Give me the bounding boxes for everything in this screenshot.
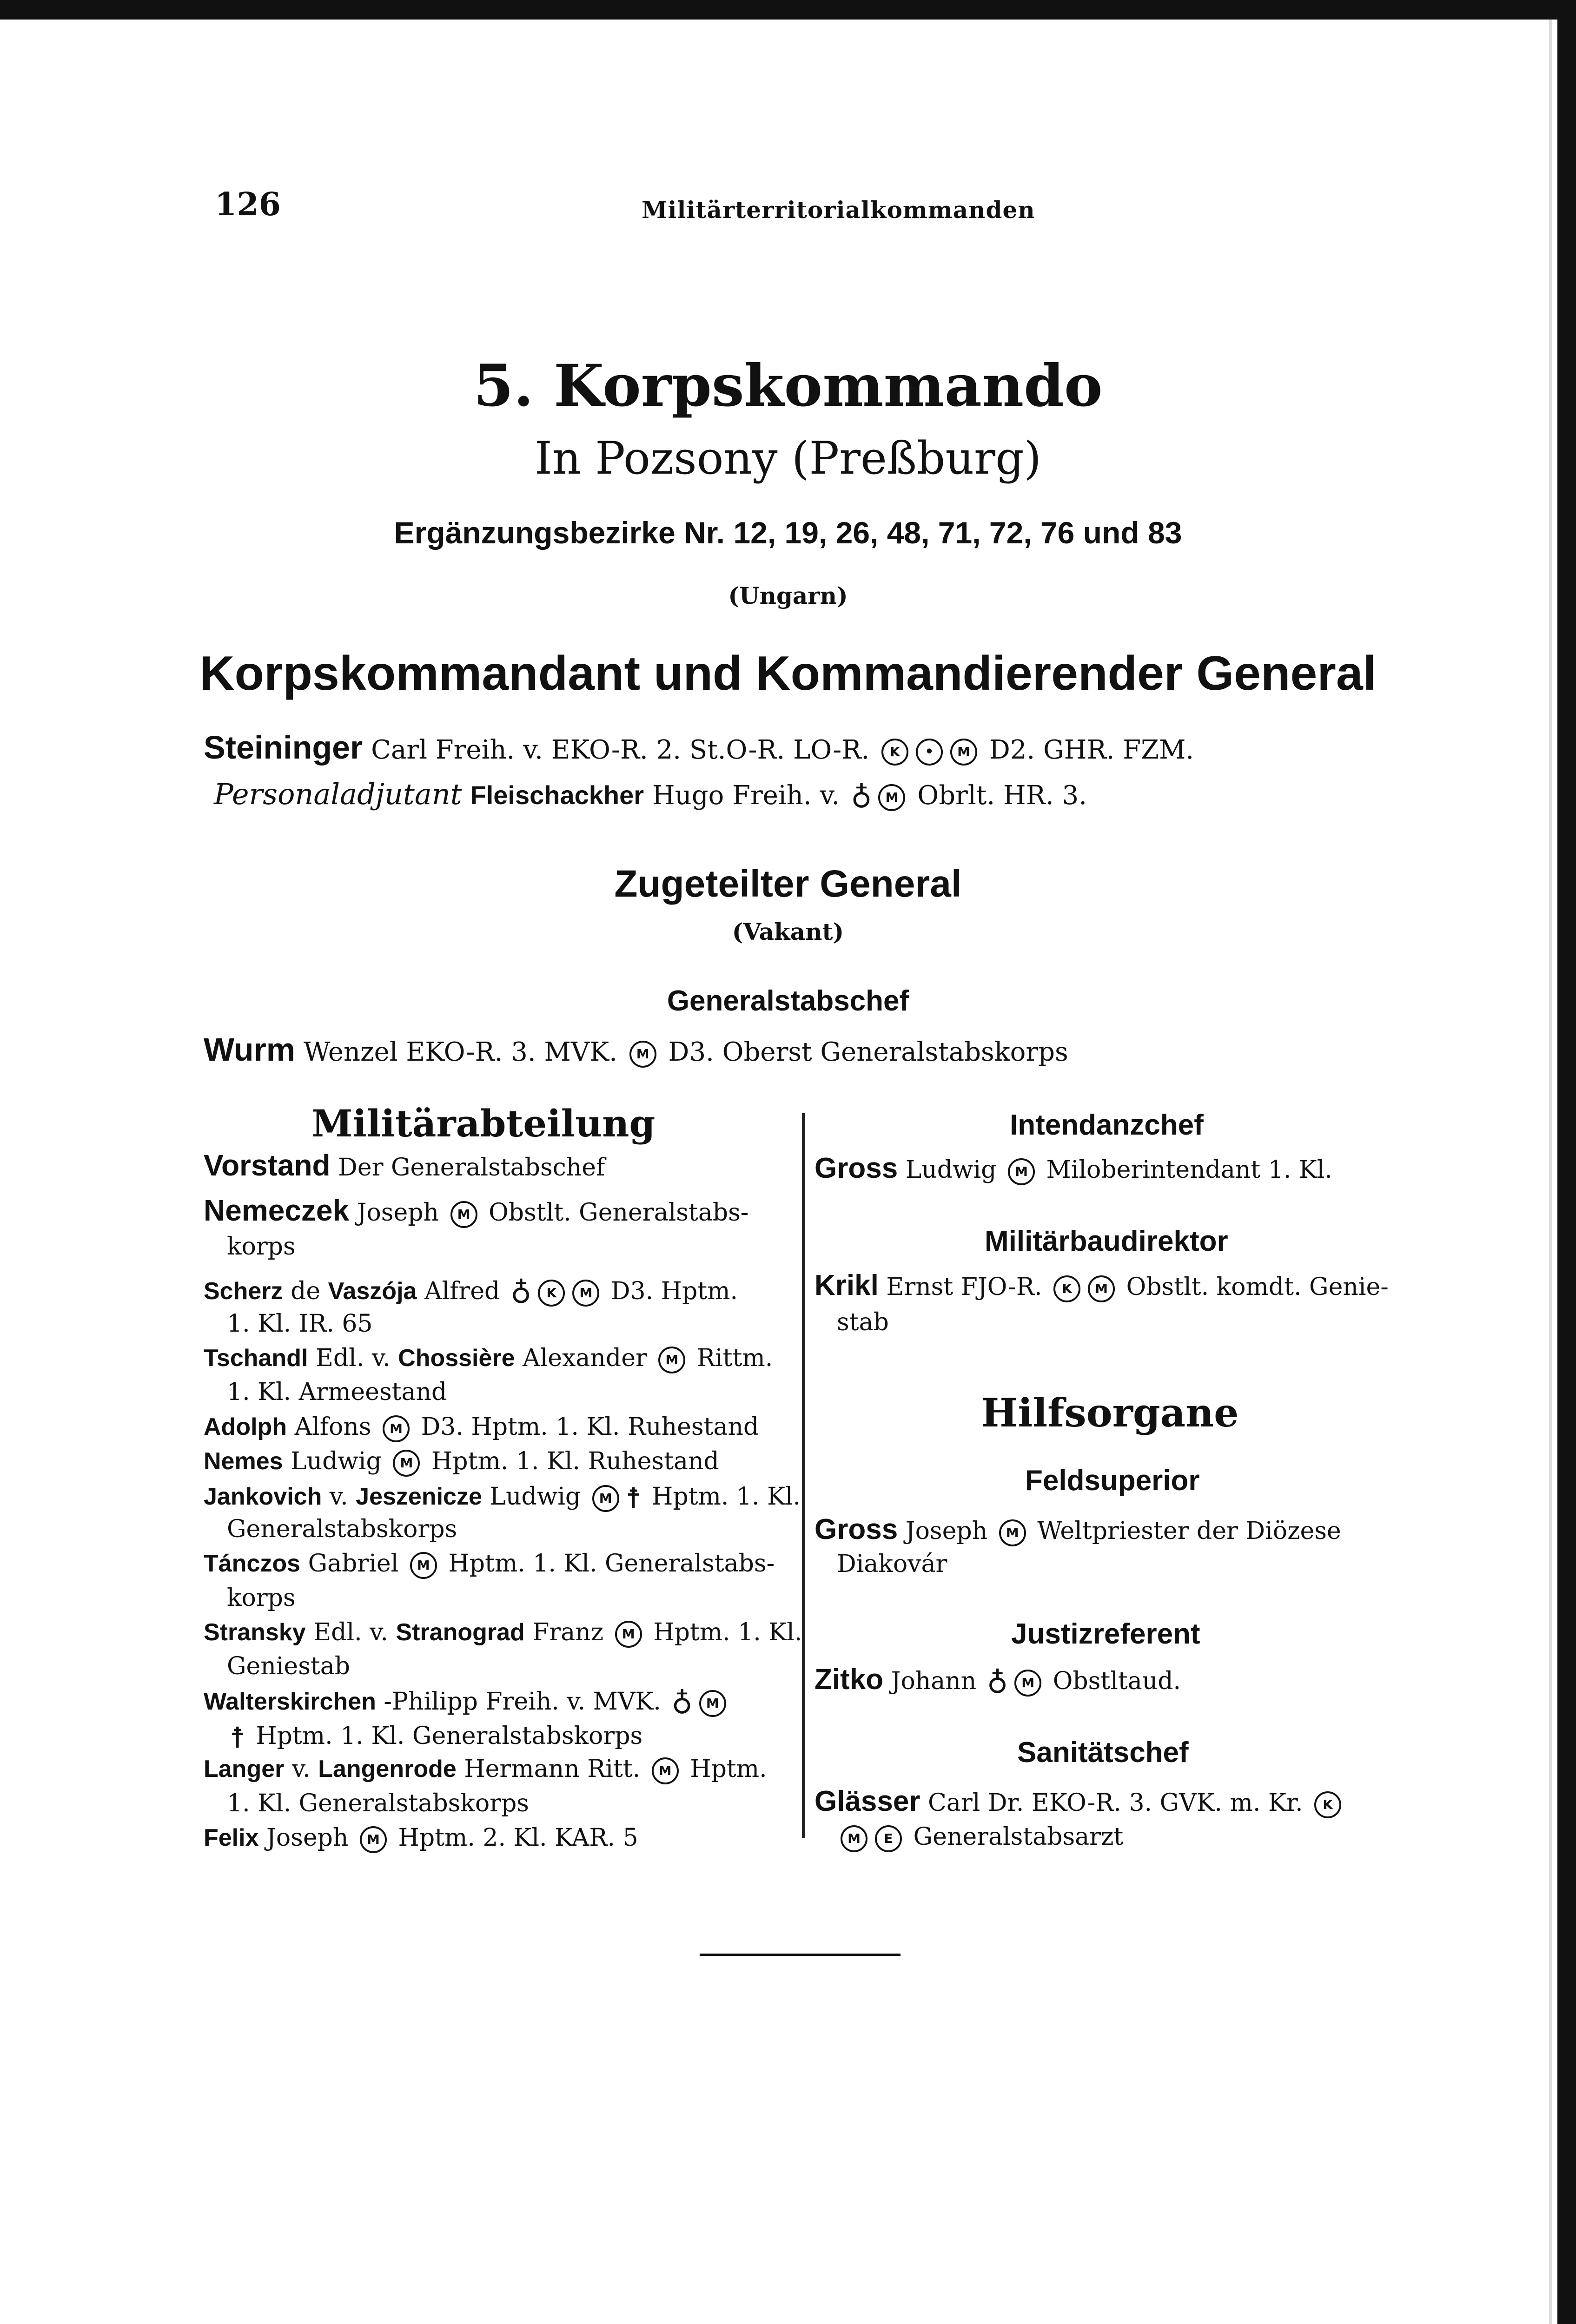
m-medal-icon: M: [841, 1825, 867, 1852]
k-order-icon: K: [538, 1280, 565, 1307]
region-line: (Ungarn): [728, 582, 848, 609]
m-medal-icon: M: [950, 739, 977, 766]
column-divider: [802, 1113, 805, 1838]
list-item-continuation: ☨ Hptm. 1. Kl. Generalstabskorps: [230, 1721, 643, 1755]
page-number: 126: [215, 186, 281, 223]
chief-of-staff-name: Wurm: [204, 1031, 296, 1068]
dot-order-icon: •: [916, 739, 943, 766]
k-order-icon: K: [1053, 1275, 1080, 1302]
districts-line: Ergänzungsbezirke Nr. 12, 19, 26, 48, 71, 72, 76 und 83: [394, 515, 1182, 550]
medical-entry: Glässer Carl Dr. EKO-R. 3. GVK. m. Kr. K: [814, 1785, 1345, 1818]
assigned-general-heading: Zugeteilter General: [614, 863, 962, 905]
auxiliary-heading: Hilfsorgane: [981, 1390, 1239, 1436]
chaplain-continuation: Diakovár: [837, 1550, 947, 1578]
justice-heading: Justizreferent: [1011, 1618, 1200, 1650]
m-medal-icon: M: [450, 1201, 477, 1228]
chaplain-heading: Feldsuperior: [1025, 1465, 1200, 1497]
medical-continuation: M E Generalstabsarzt: [837, 1823, 1123, 1852]
commander-entry: [204, 729, 1194, 766]
m-medal-icon: M: [699, 1690, 726, 1717]
m-medal-icon: M: [1014, 1670, 1041, 1697]
commander-text-b: D2. GHR. FZM.: [989, 735, 1194, 765]
list-item-continuation: 1. Kl. Armeestand: [227, 1378, 447, 1406]
medal-icon: ♁: [510, 1276, 532, 1310]
cross-icon: ☨: [230, 1721, 245, 1755]
aide-text-b: Obrlt. HR. 3.: [917, 780, 1087, 811]
k-order-icon: K: [881, 739, 908, 766]
scan-border-top: [0, 0, 1576, 20]
intendant-entry: Gross Ludwig M Miloberintendant 1. Kl.: [814, 1152, 1332, 1184]
chief-of-staff-heading: Generalstabschef: [667, 985, 909, 1017]
running-head: Militärterritorialkommanden: [642, 196, 1035, 224]
chief-of-staff-text-b: D3. Oberst Generalstabskorps: [668, 1037, 1068, 1067]
assigned-general-status: (Vakant): [732, 918, 844, 945]
m-medal-icon: M: [592, 1485, 619, 1512]
medical-heading: Sanitätschef: [1017, 1736, 1189, 1769]
list-item: Walterskirchen -Philipp Freih. v. MVK. ♁ M: [204, 1686, 730, 1720]
list-item: Nemes Ludwig M Hptm. 1. Kl. Ruhestand: [204, 1447, 719, 1477]
k-order-icon: K: [1314, 1791, 1341, 1818]
aide-entry: [214, 777, 1087, 814]
m-medal-icon: M: [393, 1450, 420, 1477]
list-item-continuation: 1. Kl. Generalstabskorps: [227, 1789, 529, 1817]
m-medal-icon: M: [658, 1347, 685, 1373]
m-medal-icon: M: [1088, 1275, 1115, 1302]
list-item: Jankovich v. Jeszenicze Ludwig M ☨ Hptm. 1. Kl.: [204, 1481, 801, 1515]
commander-text-a: Carl Freih. v. EKO-R. 2. St.O-R. LO-R.: [371, 735, 870, 765]
chaplain-entry: Gross Joseph M Weltpriester der Diözese: [814, 1513, 1341, 1545]
cross-icon: ☨: [625, 1481, 642, 1515]
list-item: Tschandl Edl. v. Chossière Alexander M Rittm.: [204, 1344, 773, 1373]
intendant-heading: Intendanzchef: [1010, 1109, 1204, 1141]
m-medal-icon: M: [410, 1552, 437, 1579]
list-item: Stransky Edl. v. Stranograd Franz M Hptm. 1. Kl.: [204, 1618, 802, 1648]
aide-role: Personaladjutant: [214, 777, 462, 811]
e-order-icon: E: [875, 1825, 902, 1852]
military-department-heading: Militärabteilung: [311, 1102, 656, 1145]
m-medal-icon: M: [1008, 1158, 1035, 1185]
list-item-continuation: Geniestab: [227, 1652, 351, 1680]
list-item: Langer v. Langenrode Hermann Ritt. M Hptm.: [204, 1755, 767, 1784]
list-item: Felix Joseph M Hptm. 2. Kl. KAR. 5: [204, 1824, 638, 1853]
scan-border-right: [1557, 0, 1576, 2324]
list-item: Adolph Alfons M D3. Hptm. 1. Kl. Ruhestand: [204, 1413, 759, 1442]
end-rule: [700, 1954, 901, 1956]
m-medal-icon: M: [360, 1826, 387, 1853]
m-medal-icon: M: [572, 1280, 599, 1307]
m-medal-icon: M: [652, 1757, 679, 1784]
commander-name: Steininger: [204, 729, 363, 766]
commander-heading: Korpskommandant und Kommandierender General: [199, 647, 1377, 700]
list-item: Tánczos Gabriel M Hptm. 1. Kl. Generalstabs-: [204, 1550, 775, 1579]
m-medal-icon: M: [878, 784, 905, 811]
m-medal-icon: M: [383, 1415, 410, 1442]
list-item: Vorstand Der Generalstabschef: [204, 1149, 605, 1182]
chief-of-staff-entry: [204, 1031, 1068, 1068]
medal-icon: ♁: [987, 1666, 1008, 1700]
list-item: Nemeczek Joseph M Obstlt. Generalstabs-: [204, 1194, 749, 1227]
construction-entry: Krikl Ernst FJO-R. K M Obstlt. komdt. Genie-: [814, 1269, 1389, 1301]
list-item-continuation: 1. Kl. IR. 65: [227, 1310, 373, 1338]
aide-name: Fleischackher: [470, 780, 644, 810]
list-item-continuation: korps: [227, 1584, 296, 1612]
construction-continuation: stab: [837, 1308, 889, 1336]
medal-icon: ♁: [671, 1686, 693, 1720]
m-medal-icon: M: [999, 1519, 1026, 1546]
page-title: 5. Korpskommando: [473, 352, 1103, 420]
page-subtitle: In Pozsony (Preßburg): [535, 432, 1041, 484]
list-item-continuation: Generalstabskorps: [227, 1515, 457, 1543]
chief-of-staff-text-a: Wenzel EKO-R. 3. MVK.: [303, 1037, 617, 1067]
aide-text-a: Hugo Freih. v.: [652, 780, 840, 811]
m-medal-icon: M: [629, 1041, 656, 1068]
m-medal-icon: M: [615, 1621, 642, 1648]
justice-entry: Zitko Johann ♁ M Obstltaud.: [814, 1664, 1181, 1700]
list-item-continuation: korps: [227, 1233, 296, 1261]
list-item: Scherz de Vaszója Alfred ♁ K M D3. Hptm.: [204, 1276, 738, 1310]
medal-icon: ♁: [851, 780, 872, 814]
construction-heading: Militärbaudirektor: [985, 1225, 1228, 1257]
